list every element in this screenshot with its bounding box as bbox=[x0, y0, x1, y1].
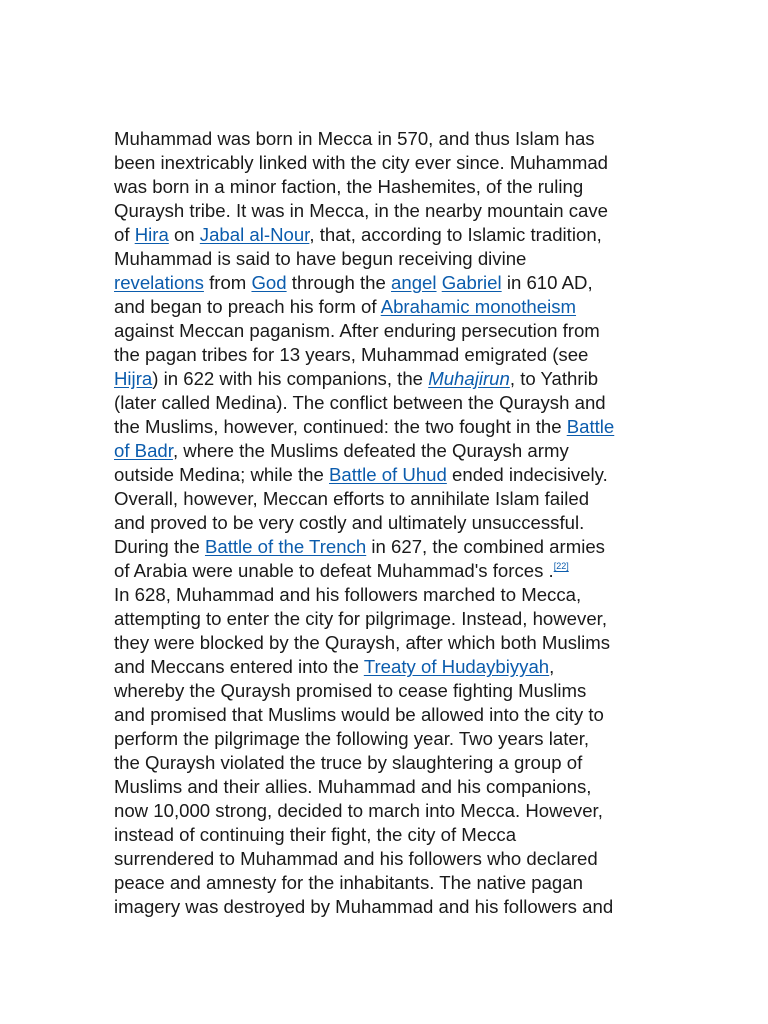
text-line bbox=[114, 583, 662, 607]
article-link[interactable]: Battle bbox=[566, 416, 615, 437]
text-run: the Quraysh violated the truce by slaughtering a group of bbox=[114, 752, 583, 773]
text-run: through the bbox=[286, 272, 392, 293]
text-run: of bbox=[114, 224, 135, 245]
article-link[interactable]: revelations bbox=[114, 272, 204, 293]
citation-superscript bbox=[554, 561, 569, 571]
text-line bbox=[114, 559, 662, 583]
text-run: attempting to enter the city for pilgrimage. Instead, however, bbox=[114, 608, 607, 629]
text-run: from bbox=[203, 272, 252, 293]
text-run: been inextricably linked with the city ever since. Muhammad bbox=[114, 152, 608, 173]
text-line bbox=[114, 631, 662, 655]
text-run: (later called Medina). The conflict between the Quraysh and bbox=[114, 392, 606, 413]
text-line bbox=[114, 463, 662, 487]
article-link[interactable]: Muhajirun bbox=[428, 368, 510, 389]
text-run: and proved to be very costly and ultimately unsuccessful. bbox=[114, 512, 585, 533]
text-run: of Arabia were unable to defeat Muhammad's forces . bbox=[114, 560, 554, 581]
text-line bbox=[114, 895, 662, 919]
text-run: the Muslims, however, continued: the two fought in the bbox=[114, 416, 567, 437]
text-run: ended indecisively. bbox=[446, 464, 608, 485]
text-run: Muhammad was born in Mecca in 570, and thus Islam has bbox=[114, 128, 595, 149]
article-link[interactable]: Battle of Uhud bbox=[329, 464, 447, 485]
article-link[interactable]: Treaty of Hudaybiyyah bbox=[363, 656, 550, 677]
article-link[interactable]: Jabal al-Nour bbox=[199, 224, 310, 245]
text-line bbox=[114, 607, 662, 631]
text-line bbox=[114, 391, 662, 415]
text-run: , bbox=[549, 656, 555, 677]
article-link[interactable]: Battle of the Trench bbox=[204, 536, 367, 557]
text-line bbox=[114, 847, 662, 871]
article-link[interactable]: angel bbox=[391, 272, 437, 293]
article-link[interactable]: Hijra bbox=[114, 368, 153, 389]
text-run: In 628, Muhammad and his followers marched to Mecca, bbox=[114, 584, 582, 605]
text-run: peace and amnesty for the inhabitants. The native pagan bbox=[114, 872, 583, 893]
text-line bbox=[114, 127, 662, 151]
text-line bbox=[114, 439, 662, 463]
text-run: Overall, however, Meccan efforts to annihilate Islam failed bbox=[114, 488, 590, 509]
text-run: and promised that Muslims would be allowed into the city to bbox=[114, 704, 604, 725]
text-run: in 610 AD, bbox=[501, 272, 593, 293]
text-run: the pagan tribes for 13 years, Muhammad emigrated (see bbox=[114, 344, 589, 365]
text-run: against Meccan paganism. After enduring persecution from bbox=[114, 320, 600, 341]
text-line bbox=[114, 511, 662, 535]
text-run: outside Medina; while the bbox=[114, 464, 329, 485]
text-line bbox=[114, 415, 662, 439]
text-run: , where the Muslims defeated the Quraysh army bbox=[172, 440, 569, 461]
text-run: , that, according to Islamic tradition, bbox=[309, 224, 602, 245]
article-body bbox=[114, 127, 662, 919]
text-run: perform the pilgrimage the following year. Two years later, bbox=[114, 728, 590, 749]
text-line bbox=[114, 271, 662, 295]
text-line bbox=[114, 751, 662, 775]
text-line bbox=[114, 175, 662, 199]
article-link[interactable]: Hira bbox=[134, 224, 169, 245]
text-line bbox=[114, 223, 662, 247]
text-line bbox=[114, 487, 662, 511]
text-run: whereby the Quraysh promised to cease fighting Muslims bbox=[114, 680, 587, 701]
text-run: and began to preach his form of bbox=[114, 296, 381, 317]
text-run: was born in a minor faction, the Hashemites, of the ruling bbox=[114, 176, 584, 197]
text-line bbox=[114, 319, 662, 343]
text-line bbox=[114, 247, 662, 271]
citation-link[interactable]: [22] bbox=[553, 561, 569, 571]
text-line bbox=[114, 295, 662, 319]
text-run: imagery was destroyed by Muhammad and his followers and bbox=[114, 896, 614, 917]
article-link[interactable]: God bbox=[251, 272, 287, 293]
text-run: Muhammad is said to have begun receiving divine bbox=[114, 248, 527, 269]
text-line bbox=[114, 679, 662, 703]
text-run: surrendered to Muhammad and his followers who declared bbox=[114, 848, 598, 869]
text-line bbox=[114, 775, 662, 799]
text-run: Muslims and their allies. Muhammad and his companions, bbox=[114, 776, 592, 797]
text-line bbox=[114, 823, 662, 847]
text-run: Quraysh tribe. It was in Mecca, in the nearby mountain cave bbox=[114, 200, 609, 221]
text-line bbox=[114, 703, 662, 727]
article-link[interactable]: Gabriel bbox=[441, 272, 502, 293]
text-run: in 627, the combined armies bbox=[366, 536, 605, 557]
text-run: now 10,000 strong, decided to march into Mecca. However, bbox=[114, 800, 603, 821]
text-line bbox=[114, 367, 662, 391]
text-run: During the bbox=[114, 536, 205, 557]
text-line bbox=[114, 871, 662, 895]
text-run: they were blocked by the Quraysh, after which both Muslims bbox=[114, 632, 611, 653]
text-line bbox=[114, 655, 662, 679]
text-line bbox=[114, 343, 662, 367]
article-link[interactable]: of Badr bbox=[114, 440, 173, 461]
text-line bbox=[114, 535, 662, 559]
text-line bbox=[114, 727, 662, 751]
text-run: ) in 622 with his companions, the bbox=[152, 368, 429, 389]
text-line bbox=[114, 199, 662, 223]
article-link[interactable]: Abrahamic monotheism bbox=[380, 296, 577, 317]
text-line bbox=[114, 151, 662, 175]
text-run: and Meccans entered into the bbox=[114, 656, 364, 677]
text-line bbox=[114, 799, 662, 823]
text-run: on bbox=[168, 224, 200, 245]
text-run: , to Yathrib bbox=[509, 368, 599, 389]
text-run: instead of continuing their fight, the city of Mecca bbox=[114, 824, 517, 845]
